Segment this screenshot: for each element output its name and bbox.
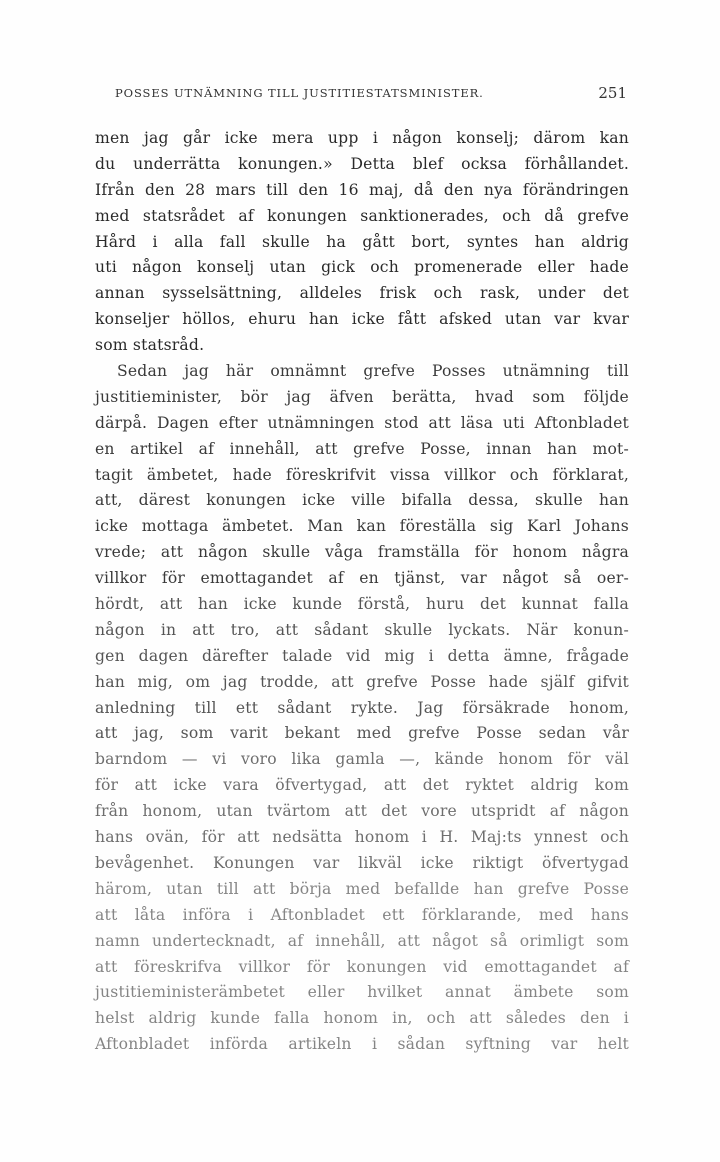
text-line: villkor för emottagandet af en tjänst, var något så oer- bbox=[95, 569, 629, 588]
text-line: hans ovän, för att nedsätta honom i H. Maj:ts ynnest och bbox=[95, 828, 629, 847]
text-line: att, därest konungen icke ville bifalla dessa, skulle han bbox=[95, 491, 629, 510]
running-title: POSSES UTNÄMNING TILL JUSTITIESTATSMINISTER. bbox=[115, 86, 484, 100]
text-line: härom, utan till att börja med befallde han grefve Posse bbox=[95, 879, 629, 898]
text-line: helst aldrig kunde falla honom in, och att således den i bbox=[95, 1009, 629, 1028]
body-text bbox=[95, 126, 629, 1058]
running-head bbox=[95, 86, 627, 106]
text-line: med statsrådet af konungen sanktionerades, och då grefve bbox=[95, 206, 629, 225]
text-line: anledning till ett sådant rykte. Jag försäkrade honom, bbox=[95, 698, 629, 717]
text-line: annan sysselsättning, alldeles frisk och rask, under det bbox=[95, 284, 629, 303]
text-line: att jag, som varit bekant med grefve Posse sedan vår bbox=[95, 724, 629, 743]
text-line: som statsråd. bbox=[95, 336, 205, 355]
text-line: Hård i alla fall skulle ha gått bort, syntes han aldrig bbox=[95, 232, 629, 251]
text-line: Ifrån den 28 mars till den 16 maj, då den nya förändringen bbox=[95, 180, 629, 199]
text-line: uti någon konselj utan gick och promenerade eller hade bbox=[95, 258, 629, 277]
text-line: någon in att tro, att sådant skulle lyckats. När konun- bbox=[95, 620, 629, 639]
text-line: du underrätta konungen.» Detta blef ocksa förhållandet. bbox=[95, 154, 629, 173]
text-line: bevågenhet. Konungen var likväl icke riktigt öfvertygad bbox=[95, 853, 629, 872]
text-line: justitieminister, bör jag äfven berätta, hvad som följde bbox=[95, 387, 629, 406]
paragraph-start-line: Sedan jag här omnämnt grefve Posses utnämning till bbox=[117, 362, 629, 381]
text-line: barndom — vi voro lika gamla —, kände honom för väl bbox=[95, 750, 629, 769]
text-line: namn undertecknadt, af innehåll, att något så orimligt som bbox=[95, 931, 629, 950]
text-line: Aftonbladet införda artikeln i sådan syftning var helt bbox=[95, 1035, 629, 1054]
text-line: vrede; att någon skulle våga framställa för honom några bbox=[95, 543, 629, 562]
text-line: konseljer höllos, ehuru han icke fått afsked utan var kvar bbox=[95, 310, 629, 329]
text-line: men jag går icke mera upp i någon konselj; därom kan bbox=[95, 129, 629, 147]
text-line: icke mottaga ämbetet. Man kan föreställa sig Karl Johans bbox=[95, 517, 629, 536]
text-line: han mig, om jag trodde, att grefve Posse hade själf gifvit bbox=[95, 672, 629, 691]
text-line: gen dagen därefter talade vid mig i detta ämne, frågade bbox=[95, 646, 629, 665]
text-line: att låta införa i Aftonbladet ett förklarande, med hans bbox=[95, 905, 629, 924]
text-line: för att icke vara öfvertygad, att det ryktet aldrig kom bbox=[95, 776, 629, 795]
text-line: hördt, att han icke kunde förstå, huru det kunnat falla bbox=[95, 595, 629, 614]
text-line: därpå. Dagen efter utnämningen stod att läsa uti Aftonbladet bbox=[95, 413, 629, 432]
text-line: tagit ämbetet, hade föreskrifvit vissa villkor och förklarat, bbox=[95, 465, 629, 484]
text-line: från honom, utan tvärtom att det vore utspridt af någon bbox=[95, 802, 629, 821]
text-line: att föreskrifva villkor för konungen vid emottagandet af bbox=[95, 957, 629, 976]
page-number: 251 bbox=[598, 84, 627, 102]
text-line: en artikel af innehåll, att grefve Posse, innan han mot- bbox=[95, 439, 629, 458]
text-line: justitieministerämbetet eller hvilket annat ämbete som bbox=[95, 983, 629, 1002]
